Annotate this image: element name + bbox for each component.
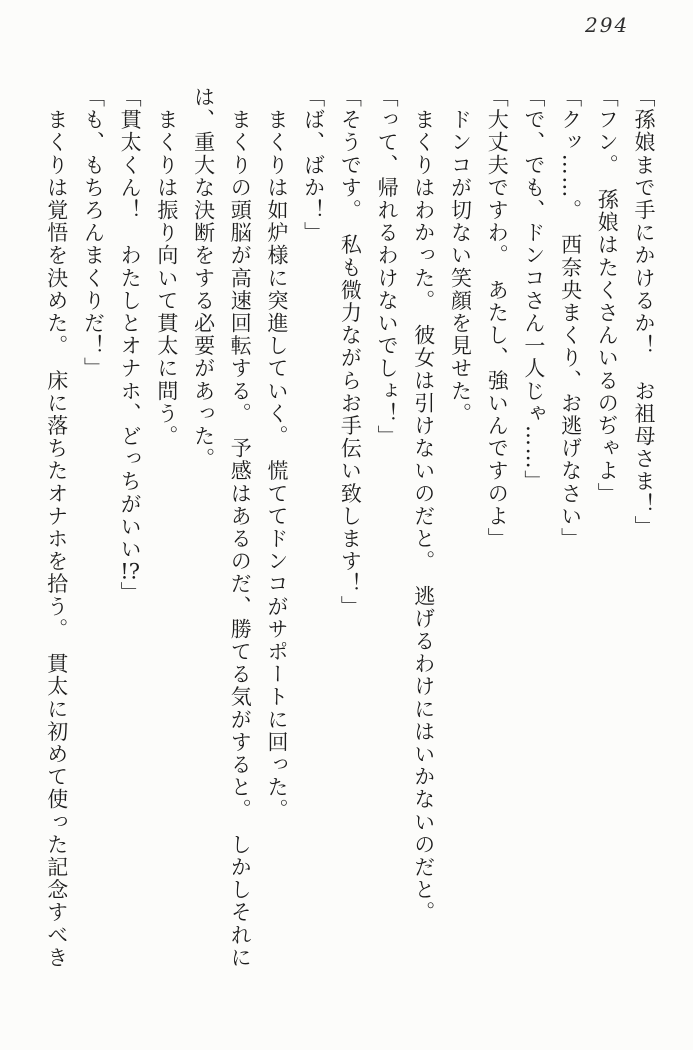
text-line: 「大丈夫ですわ。 あたし、強いんですのよ」	[485, 86, 510, 551]
text-line: まくりは振り向いて貫太に問う。	[154, 86, 179, 448]
text-line: まくりは如炉様に突進していく。 慌ててドンコがサポートに回った。	[264, 86, 289, 822]
text-line: は、重大な決断をする必要があった。	[191, 86, 216, 471]
text-line: まくりはわかった。 彼女は引けないのだと。 逃げるわけにはいかないのだと。	[411, 86, 436, 924]
text-line: 「フン。 孫娘はたくさんいるのぢゃよ」	[595, 86, 620, 505]
text-line: ドンコが切ない笑顔を見せた。	[448, 86, 473, 425]
text-line: 「って、帰れるわけないでしょ！」	[375, 86, 400, 448]
text-line	[111, 86, 148, 1016]
text-segment: 」	[118, 581, 143, 605]
text-line: 「で、でも、ドンコさん一人じゃ……」	[521, 86, 546, 493]
text-segment: 「貫太くん！ わたしとオナホ、どっちがいい	[118, 86, 143, 561]
text-line: 「クッ……。 西奈央まくり、お逃げなさい」	[558, 86, 583, 551]
text-line: 「ば、ばか！」	[301, 86, 326, 245]
text-line: まくりは覚悟を決めた。 床に落ちたオナホを拾う。 貫太に初めて使った記念すべき	[44, 86, 69, 969]
text-line: 「そうです。 私も微力ながらお手伝い致します！」	[338, 86, 363, 618]
text-block	[38, 86, 662, 1016]
page-number: 294	[585, 13, 630, 37]
text-line: まくりの頭脳が高速回転する。 予感はあるのだ、勝てる気がすると。 しかしそれに	[228, 86, 253, 969]
tate-chu-yoko: !?	[120, 560, 140, 582]
text-line: 「孫娘まで手にかけるか！ お祖母さま！」	[632, 86, 656, 538]
text-line: 「も、もちろんまくりだ！」	[81, 86, 106, 380]
